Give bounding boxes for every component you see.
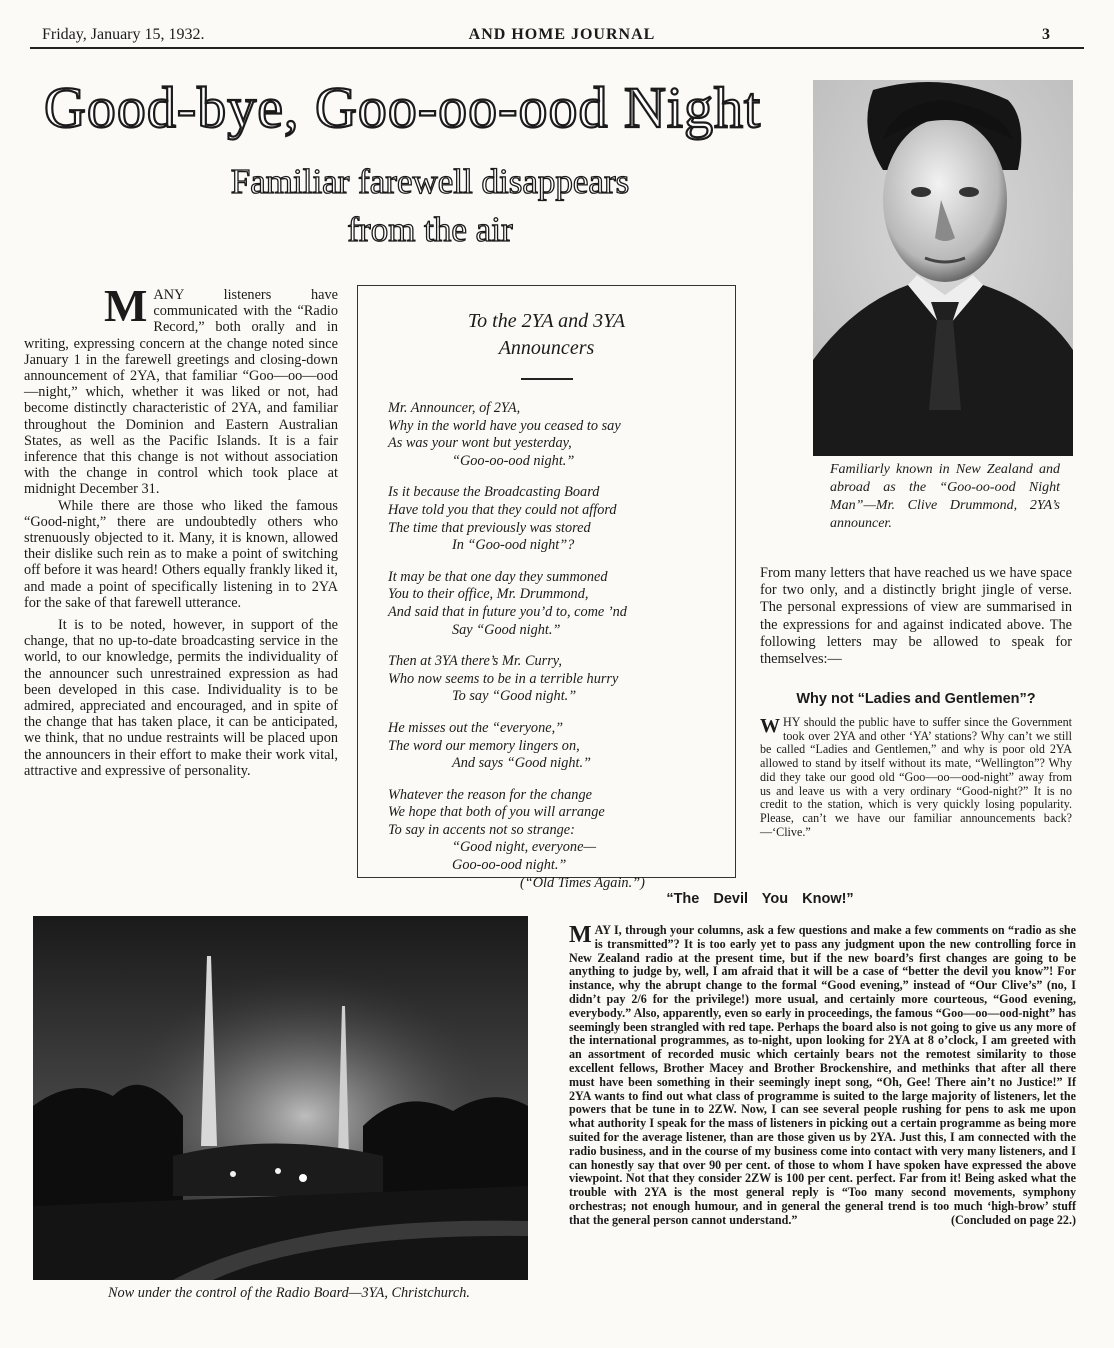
poem-stanza: [368, 569, 725, 639]
article-paragraph-3: It is to be noted, however, in support of the change, that no up-to-date broadcasting service in the world, to our knowledge, permits the individuality of the announcer such unrestrained expression as had been developed in this case. Individuality is to be admired, appreciated and encouraged, and in spite of the change that has taken place, it can be anticipated, we think, that no undue restraints will be placed upon the announcers in their effort to make their work vital, attractive and expressive of personality.: [24, 617, 338, 779]
poem-line: Have told you that they could not afford: [388, 501, 617, 518]
poem-line: We hope that both of you will arrange: [388, 804, 605, 821]
poem-title-line-2: Announcers: [498, 337, 595, 359]
poem-line: Goo-oo-ood night.”: [452, 857, 567, 874]
headline-title: Good-bye, Goo-oo-ood Night: [44, 75, 762, 140]
subtitle-line-2: from the air: [347, 210, 513, 249]
poem-line: And said that in future you’d to, come ’nd: [388, 603, 627, 620]
issue-date: Friday, January 15, 1932.: [42, 26, 205, 43]
article-paragraph-1: ANY listeners have communicated with the “Radio Record,” both orally and in writing, expressing concern at the change noted since January 1 in the farewell greetings and closing-down announcement of 2YA, that familiar “Goo—oo—ood—night,” which, whether it was liked or not, had become distinctly characteristic of 2YA, and familiar throughout the Dominion and Eastern Australian States, as well as the Pacific Islands. It is a fair inference that this change is not without association with the change in control which took place at midnight December 31.: [24, 287, 338, 498]
poem-line: It may be that one day they summoned: [388, 568, 608, 585]
article-paragraph-2: While there are those who liked the famous “Good-night,” there are undoubtedly others who strenuously objected to it. Many, it is known, allowed their dislike such rein as to make a point of switching off before it was heard! Others equally frankly liked it, and made a point of specifically listening in to 2YA for the sake of that farewell utterance.: [24, 497, 338, 611]
continued-note: (Concluded on page 22.): [951, 1212, 1076, 1227]
poem-divider: [521, 378, 573, 380]
poem-line: As was your wont but yesterday,: [388, 435, 572, 452]
poem-line: You to their office, Mr. Drummond,: [388, 586, 589, 603]
subtitle-line-1: Familiar farewell disappears: [230, 162, 630, 201]
main-article: [24, 280, 338, 779]
poem-line: Say “Good night.”: [452, 621, 561, 638]
poem-line: To say “Good night.”: [452, 688, 577, 705]
journal-name: AND HOME JOURNAL: [468, 26, 656, 43]
poem-line: “Goo-oo-ood night.”: [452, 452, 575, 469]
poem-line: Is it because the Broadcasting Board: [388, 484, 600, 501]
letter-1-heading: Why not “Ladies and Gentlemen”?: [796, 691, 1036, 707]
poem-source: (“Old Times Again.”): [520, 874, 645, 891]
header-rule: [30, 47, 1084, 49]
poem-line: And says “Good night.”: [452, 755, 592, 772]
poem-line: “Good night, everyone—: [452, 839, 597, 856]
poem-line: In “Goo-ood night”?: [452, 537, 575, 554]
poem-stanza: [368, 484, 725, 554]
poem-line: Why in the world have you ceased to say: [388, 417, 621, 434]
poem-line: Who now seems to be in a terrible hurry: [388, 670, 619, 687]
poem-stanza: [368, 653, 725, 706]
poem-title: [368, 308, 725, 362]
letter-2-text: AY I, through your columns, ask a few questions and make a few comments on “radio as she is transmitted”? It is too early yet to pass any judgment upon the new controlling force in New Zealand radio at the present time, but if the new board’s first changes are going to be anything to judge by, well, I am afraid that it will be a case of “better the devil you know”! For instance, why the abrupt change to the formal “Good evening,” instead of “Our Clive’s” (no, I didn’t pay 2/6 for the privilege!) more usual, and certainly more courteous, “Good evening, everybody.” Also, apparently, even so early in proceedings, the famous “Goo—oo—ood-night” has seemingly been strangled with red tape. Perhaps the board also is not going to give us any more of the international programmes, as to-night, upon looking for 2YA at 8 o’clock, I am greeted with an assortment of recorded music which certainly bears not the remotest similarity to those excellent fellows, Brother Macey and Brother Brockenshire, and methinks that after all there must have been something in their seemingly inept song, “Oh, Gee! There ain’t no Justice!” If 2YA wants to find out what class of programme is suited to the large majority of listeners, let the powers that be tune in to 2ZW. Now, I can see several people rushing for pens to ask me upon what authority I speak for the mass of listeners in picking out a certain programme as being more suited for the average listener, than are those given us by 2YA. Just this, I am connected with the radio business, and in the course of my business come into contact with very many listeners, and I can honestly say that over 90 per cent. of those to whom I have spoken have expressed the above viewpoint. Not that they consider 2ZW is 100 per cent. perfect. Far from it! Being asked what the trouble with 2YA is the most general reply is “Too many second movements, symphony orchestras; not enough humour, and in general the general trend is too much ‘high-brow’ stuff that the general person cannot understand.”: [569, 923, 1076, 1227]
station-photo: [33, 916, 528, 1280]
letter-1-dropcap: W: [760, 715, 780, 737]
poem-line: Mr. Announcer, of 2YA,: [388, 400, 521, 416]
portrait-caption: Familiarly known in New Zealand and abroad as the “Goo-oo-ood Night Man”—Mr. Clive Drummond, 2YA’s announcer.: [830, 462, 1060, 531]
letter-2: [569, 924, 1076, 1228]
poem-line: He misses out the “everyone,”: [388, 719, 564, 736]
poem-title-line-1: To the 2YA and 3YA: [467, 310, 626, 332]
poem-line: To say in accents not so strange:: [388, 821, 575, 838]
poem-stanza: [368, 787, 725, 893]
headline-subtitle: [130, 158, 730, 254]
letter-2-heading: “The Devil You Know!”: [666, 891, 854, 907]
poem-line: Then at 3YA there’s Mr. Curry,: [388, 653, 562, 670]
poem-stanza: [368, 720, 725, 773]
running-head: [40, 24, 1084, 48]
letter-2-dropcap: M: [569, 922, 592, 948]
page-number: 3: [1042, 26, 1050, 43]
letter-1-text: HY should the public have to suffer since the Government took over 2YA and other ‘YA’ stations? Why can’t we still be called “Ladies and Gentlemen,” and why is poor old 2YA allowed to stand by itself without its mate, “Wellington”? Why did they take our good old “Goo—oo—ood-night” away from us and leave us with a very ordinary “Good-night?” It is no credit to the station, which is very quickly losing popularity. Please, can’t we have our familiar announcements back?—‘Clive.”: [760, 715, 1072, 839]
poem-box: [357, 285, 736, 891]
letters-intro: From many letters that have reached us we have space for two only, and a distinctly bright jingle of verse. The personal expressions of view are summarised in the expressions for and against indicated above. The following letters may be allowed to speak for themselves:—: [760, 565, 1072, 668]
poem-line: The word our memory lingers on,: [388, 737, 580, 754]
poem-line: The time that previously was stored: [388, 519, 591, 536]
announcer-portrait: [813, 80, 1073, 456]
letter-1: [760, 716, 1072, 839]
photo-caption: Now under the control of the Radio Board—3YA, Christchurch.: [108, 1285, 470, 1301]
article-dropcap: M: [104, 280, 148, 331]
poem-line: Whatever the reason for the change: [388, 786, 592, 803]
poem-stanza: [368, 400, 725, 470]
article-paragraph: [24, 280, 338, 498]
